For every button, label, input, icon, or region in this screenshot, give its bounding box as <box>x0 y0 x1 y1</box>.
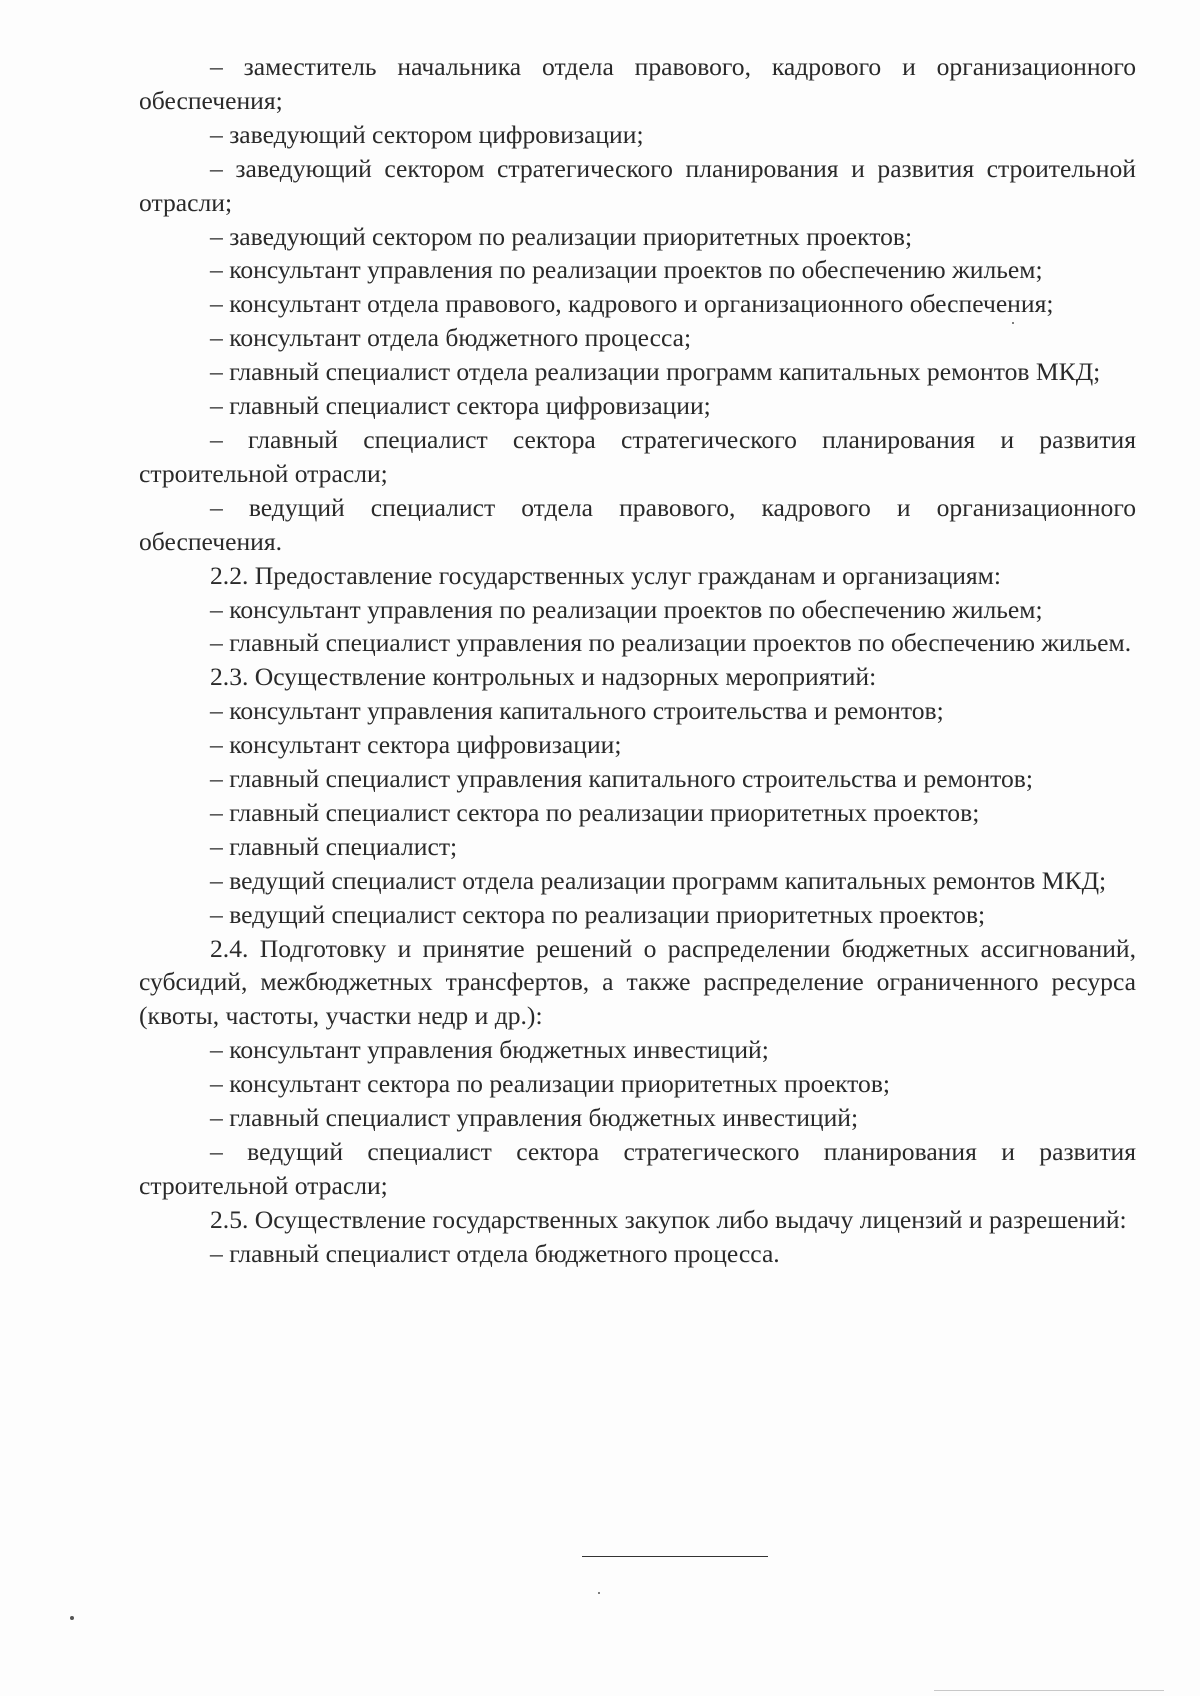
paragraph: – главный специалист сектора цифровизации; <box>210 391 711 421</box>
paragraph: – главный специалист сектора стратегического планирования и развития строительной отрасли; <box>139 424 1136 488</box>
paragraph: – консультант управления бюджетных инвестиций; <box>210 1035 769 1065</box>
paragraph: – консультант управления по реализации проектов по обеспечению жильем; <box>210 594 1043 624</box>
paragraph: – главный специалист управления бюджетных инвестиций; <box>210 1103 859 1133</box>
paragraph: – главный специалист управления по реализации проектов по обеспечению жильем. <box>210 628 1132 658</box>
section-heading: 2.2. Предоставление государственных услуг гражданам и организациям: <box>210 560 1001 590</box>
paragraph: – главный специалист управления капитального строительства и ремонтов; <box>210 764 1033 794</box>
section-heading: 2.5. Осуществление государственных закупок либо выдачу лицензий и разрешений: <box>210 1204 1127 1234</box>
paragraph: – консультант сектора по реализации приоритетных проектов; <box>210 1069 891 1099</box>
scan-speck <box>70 1616 74 1620</box>
paragraph: – консультант управления по реализации проектов по обеспечению жильем; <box>210 255 1043 285</box>
document-body <box>139 50 1136 1271</box>
paragraph: – заведующий сектором цифровизации; <box>210 119 644 149</box>
closing-divider <box>582 1556 768 1557</box>
paragraph: – ведущий специалист отдела реализации программ капитальных ремонтов МКД; <box>210 865 1107 895</box>
paragraph: – заместитель начальника отдела правового, кадрового и организационного обеспечения; <box>139 52 1136 115</box>
scan-edge-line <box>934 1690 1164 1691</box>
paragraph: – заведующий сектором стратегического планирования и развития строительной отрасли; <box>139 153 1136 217</box>
paragraph: – главный специалист сектора по реализации приоритетных проектов; <box>210 797 980 827</box>
paragraph: – главный специалист отдела бюджетного процесса. <box>210 1238 780 1268</box>
scan-speck <box>598 1592 600 1594</box>
paragraph: – главный специалист отдела реализации программ капитальных ремонтов МКД; <box>210 357 1101 387</box>
paragraph: – ведущий специалист отдела правового, кадрового и организационного обеспечения. <box>139 492 1136 556</box>
paragraph: – ведущий специалист сектора стратегического планирования и развития строительной отрасли; <box>139 1137 1136 1200</box>
paragraph: – консультант сектора цифровизации; <box>210 730 622 760</box>
paragraph: – консультант отдела бюджетного процесса; <box>210 323 692 353</box>
paragraph: – ведущий специалист сектора по реализации приоритетных проектов; <box>210 899 986 929</box>
section-heading: 2.4. Подготовку и принятие решений о распределении бюджетных ассигнований, субсидий, межбюджетных трансфертов, а также распределение ограниченного ресурса (квоты, частоты, участки недр и др.): <box>139 933 1136 1031</box>
paragraph: – консультант управления капитального строительства и ремонтов; <box>210 696 944 726</box>
section-heading: 2.3. Осуществление контрольных и надзорных мероприятий: <box>210 662 877 692</box>
paragraph: – заведующий сектором по реализации приоритетных проектов; <box>210 221 913 251</box>
scan-speck <box>1012 322 1014 324</box>
paragraph: – главный специалист; <box>210 831 458 861</box>
paragraph: – консультант отдела правового, кадрового и организационного обеспечения; <box>210 289 1054 319</box>
